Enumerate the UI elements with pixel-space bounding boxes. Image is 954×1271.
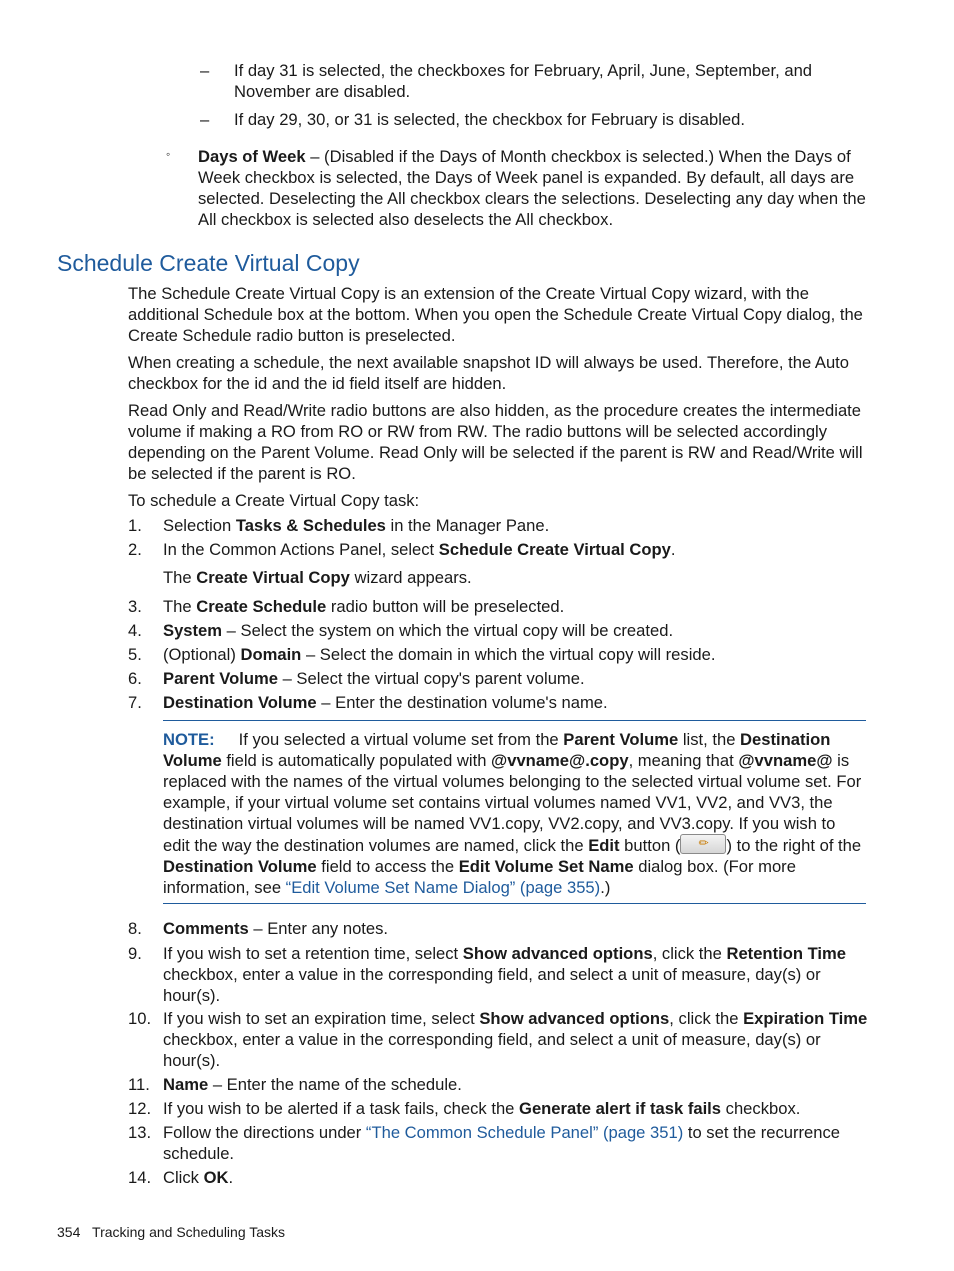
- step-item: 6. Parent Volume – Select the virtual copy's parent volume.: [128, 669, 585, 688]
- dash-list-item: [200, 109, 840, 130]
- page-footer: [57, 1222, 285, 1243]
- step-number: 1.: [128, 516, 142, 535]
- step-item: 12. If you wish to be alerted if a task fails, check the Generate alert if task fails checkbox.: [128, 1099, 801, 1118]
- edit-button[interactable]: [680, 834, 726, 854]
- step-number: 11.: [128, 1075, 150, 1094]
- step-item: 14. Click OK.: [128, 1168, 234, 1187]
- paragraph: Read Only and Read/Write radio buttons are also hidden, as the procedure creates the intermediate volume if making a RO from RO or RW from RW. The radio buttons will be selected accordingly depending on the Parent Volume. Read Only will be selected if the parent is RW and Read/Write will be selected if the parent is RO.: [128, 401, 863, 483]
- days-of-week-item: [166, 146, 870, 230]
- days-of-week-term: Days of Week: [198, 147, 306, 166]
- step-item: 1. Selection Tasks & Schedules in the Manager Pane.: [128, 516, 550, 535]
- step-number: 14.: [128, 1168, 152, 1187]
- edit-volume-set-name-link[interactable]: “Edit Volume Set Name Dialog” (page 355): [285, 878, 601, 897]
- section-title: Schedule Create Virtual Copy: [57, 250, 360, 276]
- common-schedule-panel-link[interactable]: “The Common Schedule Panel” (page 351): [365, 1123, 684, 1142]
- note-box: NOTE: If you selected a virtual volume set from the Parent Volume list, the Destination Volume field is automatically populated with @vvname@.copy, meaning that @vvname@ is replaced with the names of the virtual volumes belonging to the selected virtual volume set. For example, if your virtual volume set contains virtual volumes named VV1, VV2, and VV3, the destination virtual volumes will be named VV1.copy, VV2.copy, and VV3.copy. If you wish to edit the way the destination volumes are named, click the Edit button ( ✏ ) to the right of the Destination Volume field to access the Edit Volume Set Name dialog box. (For more information, see “Edit Volume Set Name Dialog” (page 355).): [163, 720, 866, 904]
- step-number: 10.: [128, 1009, 152, 1028]
- pencil-icon: ✏: [698, 836, 709, 850]
- step-item: 11. Name – Enter the name of the schedule.: [128, 1075, 462, 1094]
- step-number: 3.: [128, 597, 142, 616]
- step-item: 3. The Create Schedule radio button will be preselected.: [128, 597, 565, 616]
- step-item: 4. System – Select the system on which the virtual copy will be created.: [128, 621, 674, 640]
- circle-bullet: ◦: [166, 147, 171, 161]
- step-number: 4.: [128, 621, 142, 640]
- step-item: 13. Follow the directions under “The Common Schedule Panel” (page 351) to set the recurrence schedule.: [128, 1123, 841, 1163]
- page-number: 354: [57, 1224, 81, 1240]
- step-item: 2. In the Common Actions Panel, select Schedule Create Virtual Copy.: [128, 540, 676, 559]
- step-item: 7. Destination Volume – Enter the destination volume's name.: [128, 693, 608, 712]
- paragraph: When creating a schedule, the next available snapshot ID will always be used. Therefore, the Auto checkbox for the id and the id field itself are hidden.: [128, 353, 850, 393]
- step-number: 7.: [128, 693, 142, 712]
- step-number: 2.: [128, 540, 142, 559]
- step-item: 10. If you wish to set an expiration time, select Show advanced options, click the Expiration Time checkbox, enter a value in the corresponding field, and select a unit of measure, day(s) or hour(s).: [128, 1009, 868, 1070]
- dash-list-item: [200, 60, 840, 102]
- note-label: NOTE:: [163, 730, 215, 749]
- dash-bullet: –: [200, 110, 210, 129]
- step-number: 6.: [128, 669, 142, 688]
- step-item: 9. If you wish to set a retention time, select Show advanced options, click the Retention Time checkbox, enter a value in the corresponding field, and select a unit of measure, day(s) or hour(s).: [128, 944, 847, 1005]
- step-item: 5. (Optional) Domain – Select the domain in which the virtual copy will reside.: [128, 645, 716, 664]
- dash-item-text: If day 31 is selected, the checkboxes for February, April, June, September, and November are disabled.: [234, 61, 813, 101]
- footer-title: Tracking and Scheduling Tasks: [92, 1224, 286, 1240]
- step-number: 5.: [128, 645, 142, 664]
- paragraph: The Schedule Create Virtual Copy is an extension of the Create Virtual Copy wizard, with the additional Schedule box at the bottom. When you open the Schedule Create Virtual Copy dialog, the Create Schedule radio button is preselected.: [128, 284, 863, 345]
- days-of-week-text: – (Disabled if the Days of Month checkbox is selected.) When the Days of Week checkbox is selected, the Days of Week panel is expanded. By default, all days are selected. Deselecting the All checkbox clears the selections. Deselecting any day when the All checkbox is selected also deselects the All checkbox.: [198, 147, 866, 229]
- dash-item-text: If day 29, 30, or 31 is selected, the checkbox for February is disabled.: [234, 110, 745, 129]
- paragraph: To schedule a Create Virtual Copy task:: [128, 491, 420, 510]
- step-number: 8.: [128, 919, 142, 938]
- step-number: 9.: [128, 944, 142, 963]
- dash-bullet: –: [200, 61, 210, 80]
- step-sub-paragraph: The Create Virtual Copy wizard appears.: [163, 568, 472, 587]
- step-item: 8. Comments – Enter any notes.: [128, 919, 389, 938]
- step-number: 12.: [128, 1099, 152, 1118]
- step-number: 13.: [128, 1123, 152, 1142]
